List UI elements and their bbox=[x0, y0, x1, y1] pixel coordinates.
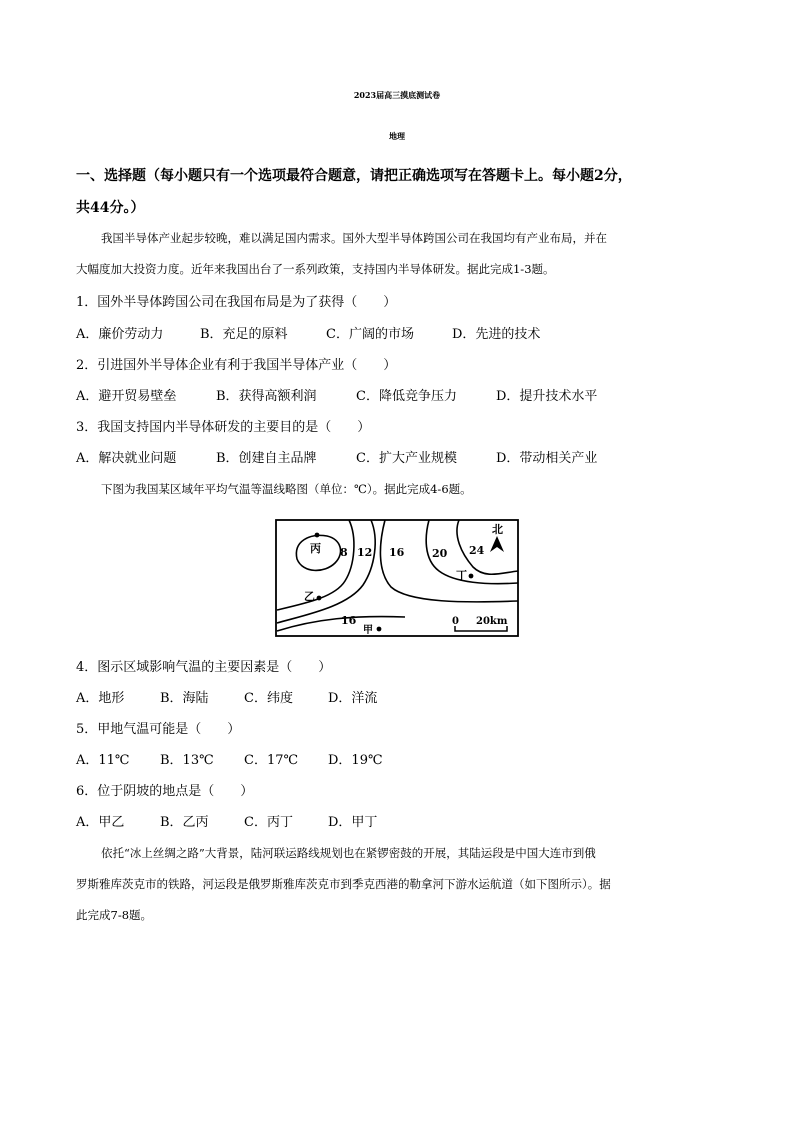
passage3-line3: 此完成7-8题。 bbox=[76, 908, 153, 922]
option-b: B．13℃ bbox=[160, 753, 214, 768]
option-d: D．洋流 bbox=[328, 691, 378, 706]
question-2-stem: 2．引进国外半导体企业有利于我国半导体产业（ ） bbox=[76, 358, 397, 373]
scale-zero: 0 bbox=[452, 616, 459, 627]
place-jia-label: 甲 bbox=[363, 625, 373, 636]
subject-title: 地理 bbox=[389, 131, 405, 141]
isotherm-map bbox=[275, 519, 519, 637]
option-b: B．海陆 bbox=[160, 691, 209, 706]
passage1-line2: 大幅度加大投资力度。近年来我国出台了一系列政策，支持国内半导体研发。据此完成1-3题。 bbox=[76, 262, 555, 276]
option-b: B．乙丙 bbox=[160, 815, 209, 830]
question-6-options bbox=[76, 811, 377, 830]
isotherm-label: 16 bbox=[389, 546, 405, 559]
north-label: 北 bbox=[492, 523, 503, 536]
place-yi-label: 乙 bbox=[304, 590, 315, 603]
isotherm-label: 8 bbox=[340, 546, 348, 559]
question-2-options bbox=[76, 385, 597, 404]
question-3-stem: 3．我国支持国内半导体研发的主要目的是（ ） bbox=[76, 420, 371, 435]
option-a: A．解决就业问题 bbox=[76, 451, 177, 466]
place-bing-label: 丙 bbox=[310, 542, 321, 555]
option-c: C．扩大产业规模 bbox=[356, 451, 457, 466]
place-ding-label: 丁 bbox=[456, 569, 467, 582]
passage2-line1: 下图为我国某区域年平均气温等温线略图（单位：℃）。据此完成4-6题。 bbox=[101, 482, 472, 496]
option-b: B．获得高额利润 bbox=[216, 389, 317, 404]
option-a: A．甲乙 bbox=[76, 815, 125, 830]
place-ding-dot bbox=[469, 574, 474, 579]
section-heading-line2: 共44分。） bbox=[76, 200, 145, 216]
option-a: A．地形 bbox=[76, 691, 125, 706]
passage3-line2: 罗斯雅库茨克市的铁路，河运段是俄罗斯雅库茨克市到季克西港的勒拿河下游水运航道（如下图所示）。据 bbox=[76, 877, 611, 891]
option-c: C．丙丁 bbox=[244, 815, 293, 830]
isotherm-label: 16 bbox=[341, 614, 357, 627]
passage1-line1: 我国半导体产业起步较晚，难以满足国内需求。国外大型半导体跨国公司在我国均有产业布局，并在 bbox=[101, 231, 607, 245]
question-6-stem: 6．位于阴坡的地点是（ ） bbox=[76, 784, 254, 799]
scale-text: 20km bbox=[476, 616, 508, 627]
question-3-options bbox=[76, 447, 597, 466]
section-heading-line1: 一、选择题（每小题只有一个选项最符合题意，请把正确选项写在答题卡上。每小题2分， bbox=[76, 168, 632, 184]
option-b: B．充足的原料 bbox=[200, 327, 288, 342]
isotherm-label: 12 bbox=[357, 546, 373, 559]
option-a: A．避开贸易壁垒 bbox=[76, 389, 177, 404]
isotherm-label: 20 bbox=[432, 547, 448, 560]
place-jia-dot bbox=[377, 627, 382, 632]
question-4-stem: 4．图示区域影响气温的主要因素是（ ） bbox=[76, 660, 332, 675]
option-b: B．创建自主品牌 bbox=[216, 451, 317, 466]
option-a: A．11℃ bbox=[76, 753, 130, 768]
question-1-options bbox=[76, 323, 540, 342]
option-d: D．19℃ bbox=[328, 753, 383, 768]
option-a: A．廉价劳动力 bbox=[76, 327, 164, 342]
question-5-stem: 5．甲地气温可能是（ ） bbox=[76, 722, 241, 737]
passage3-line1: 依托“冰上丝绸之路”大背景，陆河联运路线规划也在紧锣密鼓的开展，其陆运段是中国大连市到俄 bbox=[101, 846, 596, 860]
question-1-stem: 1．国外半导体跨国公司在我国布局是为了获得（ ） bbox=[76, 295, 397, 310]
option-d: D．带动相关产业 bbox=[496, 451, 598, 466]
option-c: C．17℃ bbox=[244, 753, 299, 768]
isotherm-label: 24 bbox=[469, 544, 485, 557]
exam-title: 2023届高三摸底测试卷 bbox=[353, 90, 441, 100]
option-c: C．纬度 bbox=[244, 691, 293, 706]
option-c: C．广阔的市场 bbox=[326, 327, 414, 342]
option-c: C．降低竞争压力 bbox=[356, 389, 457, 404]
option-d: D．提升技术水平 bbox=[496, 389, 598, 404]
question-4-options bbox=[76, 687, 377, 706]
question-5-options bbox=[76, 749, 383, 768]
place-yi-dot bbox=[317, 596, 322, 601]
place-bing-dot bbox=[315, 533, 320, 538]
option-d: D．先进的技术 bbox=[452, 327, 541, 342]
option-d: D．甲丁 bbox=[328, 815, 378, 830]
